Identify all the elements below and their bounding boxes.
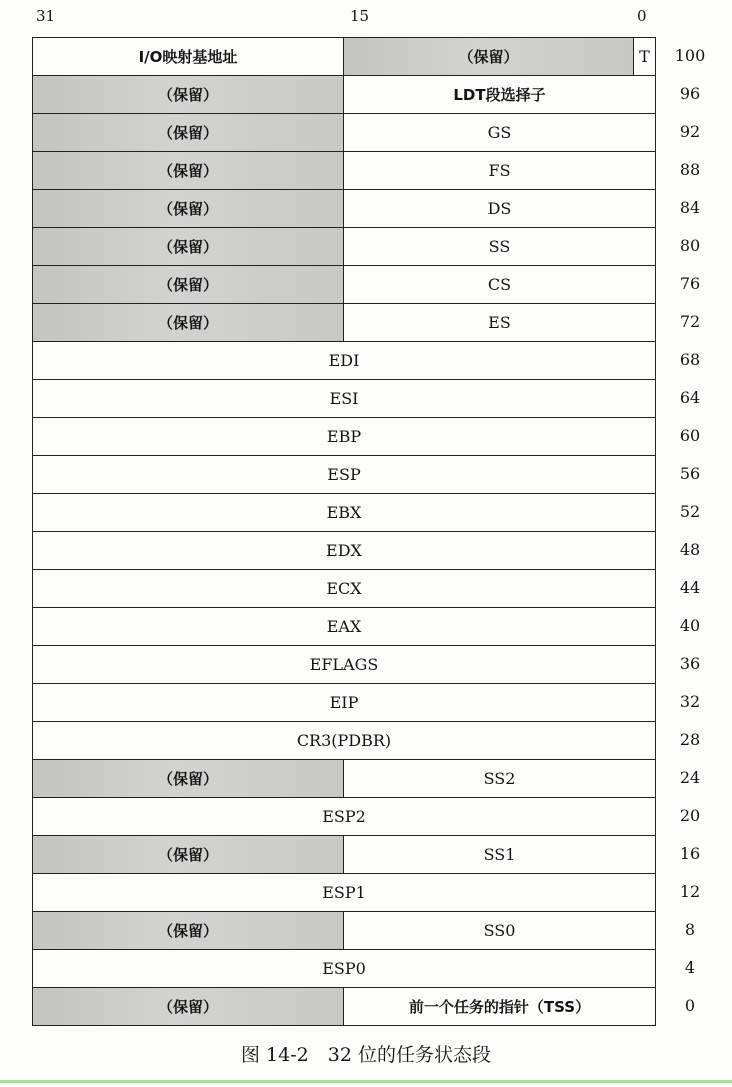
tss-row-offset-8: [33, 911, 655, 949]
offset-label: 32: [679, 692, 701, 711]
offset-label: 88: [679, 160, 701, 179]
tss-row-offset-76: [33, 265, 655, 303]
offset-label: 24: [679, 768, 701, 787]
tss-row-offset-64: [33, 379, 655, 417]
reserved-field: （保留）: [33, 114, 343, 151]
reserved-field: （保留）: [33, 988, 343, 1025]
figure-caption: 图 14-2 32 位的任务状态段: [241, 1044, 491, 1066]
offset-label: 8: [684, 920, 696, 939]
field-eax: EAX: [326, 617, 362, 636]
field-cs: CS: [343, 266, 655, 303]
trap-flag-field: T: [633, 38, 655, 75]
offset-label: 20: [679, 806, 701, 825]
tss-row-offset-32: [33, 683, 655, 721]
tss-row-offset-28: [33, 721, 655, 759]
tss-row-offset-96: [33, 75, 655, 113]
field-eip: EIP: [329, 693, 359, 712]
tss-row-offset-92: [33, 113, 655, 151]
offset-label: 48: [679, 540, 701, 559]
field-esp: ESP: [327, 465, 361, 484]
field-ss1: SS1: [343, 836, 655, 873]
tss-row-offset-84: [33, 189, 655, 227]
tss-row-offset-52: [33, 493, 655, 531]
reserved-field: （保留）: [33, 76, 343, 113]
offset-label: 16: [679, 844, 701, 863]
tss-row-offset-16: [33, 835, 655, 873]
field-esp0: ESP0: [322, 959, 366, 978]
tss-row-offset-36: [33, 645, 655, 683]
field-esi: ESI: [329, 389, 359, 408]
field-edx: EDX: [326, 541, 362, 560]
reserved-field: （保留）: [33, 228, 343, 265]
reserved-field: （保留）: [33, 152, 343, 189]
field-ss0: SS0: [343, 912, 655, 949]
field-ss: SS: [343, 228, 655, 265]
tss-row-offset-88: [33, 151, 655, 189]
offset-label: 56: [679, 464, 701, 483]
reserved-field: （保留）: [343, 38, 633, 75]
field-esp2: ESP2: [322, 807, 366, 826]
tss-row-offset-4: [33, 949, 655, 987]
offset-label: 92: [679, 122, 701, 141]
offset-label: 64: [679, 388, 701, 407]
field-ebp: EBP: [326, 427, 362, 446]
field-edi: EDI: [328, 351, 360, 370]
tss-row-offset-48: [33, 531, 655, 569]
reserved-field: （保留）: [33, 266, 343, 303]
field-gs: GS: [343, 114, 655, 151]
field-eflags: EFLAGS: [309, 655, 379, 674]
tss-row-offset-40: [33, 607, 655, 645]
offset-label: 100: [674, 46, 706, 65]
field-selector: LDT段选择子: [343, 76, 655, 113]
tss-row-offset-68: [33, 341, 655, 379]
reserved-field: （保留）: [33, 190, 343, 227]
tss-row-offset-20: [33, 797, 655, 835]
offset-label: 60: [679, 426, 701, 445]
bottom-divider: [0, 1080, 732, 1083]
io-map-base-field: I/O映射基地址: [138, 48, 238, 66]
offset-label: 76: [679, 274, 701, 293]
tss-row-offset-0: [33, 987, 655, 1025]
field-fs: FS: [343, 152, 655, 189]
tss-structure-table: [32, 37, 656, 1026]
offset-label: 84: [679, 198, 701, 217]
field-cr3-pdbr-: CR3(PDBR): [296, 731, 392, 750]
offset-label: 68: [679, 350, 701, 369]
offset-label: 28: [679, 730, 701, 749]
tss-row-offset-24: [33, 759, 655, 797]
tss-row-offset-60: [33, 417, 655, 455]
offset-label: 40: [679, 616, 701, 635]
bit-label-31: 31: [36, 7, 56, 25]
tss-row-offset-44: [33, 569, 655, 607]
reserved-field: （保留）: [33, 304, 343, 341]
tss-row-offset-56: [33, 455, 655, 493]
reserved-field: （保留）: [33, 760, 343, 797]
offset-label: 0: [684, 996, 696, 1015]
reserved-field: （保留）: [33, 836, 343, 873]
field-ss2: SS2: [343, 760, 655, 797]
offset-label: 80: [679, 236, 701, 255]
offset-label: 36: [679, 654, 701, 673]
field-ebx: EBX: [326, 503, 362, 522]
offset-label: 4: [684, 958, 696, 977]
tss-row-offset-100: [33, 38, 655, 75]
offset-label: 52: [679, 502, 701, 521]
field-esp1: ESP1: [322, 883, 366, 902]
bit-label-0: 0: [637, 7, 647, 25]
bit-label-15: 15: [350, 7, 370, 25]
offset-label: 72: [679, 312, 701, 331]
field-ecx: ECX: [326, 579, 362, 598]
tss-row-offset-80: [33, 227, 655, 265]
field-ds: DS: [343, 190, 655, 227]
offset-label: 96: [679, 84, 701, 103]
offset-label: 12: [679, 882, 701, 901]
tss-row-offset-12: [33, 873, 655, 911]
field-selector: 前一个任务的指针（TSS）: [343, 988, 655, 1025]
offset-label: 44: [679, 578, 701, 597]
field-es: ES: [343, 304, 655, 341]
reserved-field: （保留）: [33, 912, 343, 949]
tss-row-offset-72: [33, 303, 655, 341]
